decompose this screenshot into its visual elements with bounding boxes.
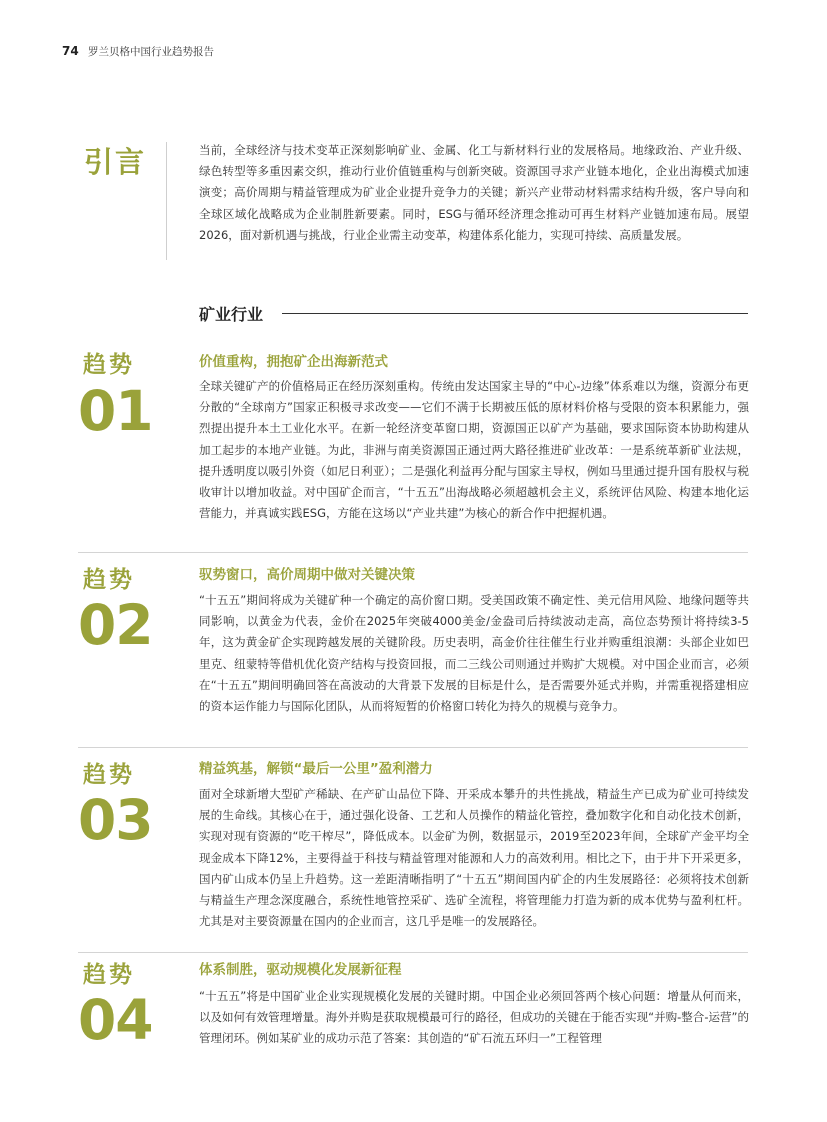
trend-text: “十五五”期间将成为关键矿种一个确定的高价窗口期。受美国政策不确定性、美元信用风险、地缘问题等共同影响，以黄金为代表，金价在2025年突破4000美金/金盎司后持续波动走高，高位态势预计将持续3-5年，这为黄金矿企实现跨越发展的关键阶段。历史表明，高金价往往催生行业并购重组浪潮：头部企业如巴里克、纽蒙特等借机优化资产结构与投资回报，而二三线公司则通过并购扩大规模。对中国企业而言，必须在“十五五”期间明确回答在高波动的大背景下发展的目标是什么，是否需要外延式并购，并需重视搭建相应的资本运作能力与国际化团队，从而将短暂的价格窗口转化为持久的规模与竞争力。: [199, 593, 749, 714]
trend-text: “十五五”将是中国矿业企业实现规模化发展的关键时期。中国企业必须回答两个核心问题：增量从何而来，以及如何有效管理增量。海外并购是获取规模最可行的路径，但成功的关键在于能否实现“并购-整合-运营”的管理闭环。例如某矿业的成功示范了答案：其创造的“矿石流五环归一”工程管理: [199, 989, 749, 1046]
trend-heading: 体系制胜，驱动规模化发展新征程: [199, 962, 402, 978]
trend-divider: [78, 552, 748, 553]
trend-number: 03: [78, 788, 153, 852]
trend-heading: 精益筑基，解锁“最后一公里”盈利潜力: [199, 761, 433, 777]
trend-divider: [78, 747, 748, 748]
trend-number: 02: [78, 593, 153, 657]
section-title: 矿业行业: [199, 305, 264, 324]
trend-label: 趋势: [83, 962, 135, 988]
trend-label: 趋势: [83, 567, 135, 593]
intro-label: 引言: [84, 145, 147, 179]
trend-heading: 驭势窗口，高价周期中做对关键决策: [199, 567, 415, 583]
report-title: 罗兰贝格中国行业趋势报告: [88, 46, 215, 58]
trend-number: 04: [78, 988, 153, 1052]
trend-number: 01: [78, 379, 153, 443]
trend-divider: [78, 952, 748, 953]
trend-label: 趋势: [83, 762, 135, 788]
section-rule: [282, 313, 748, 314]
page-number: 74: [62, 44, 79, 58]
page-header: [62, 44, 214, 59]
trend-label: 趋势: [83, 352, 135, 378]
trend-heading: 价值重构，拥抱矿企出海新范式: [199, 354, 388, 370]
intro-divider: [166, 142, 167, 260]
trend-text: 全球关键矿产的价值格局正在经历深刻重构。传统由发达国家主导的“中心-边缘”体系难以为继，资源分布更分散的“全球南方”国家正积极寻求改变——它们不满于长期被压低的原材料价格与受限的资本积累能力，强烈提出提升本土工业化水平。在新一轮经济变革窗口期，资源国正以矿产为基础，要求国际资本协助构建从加工起步的本地产业链。为此，非洲与南美资源国正通过两大路径推进矿业改革：一是系统革新矿业法规，提升透明度以吸引外资（如尼日利亚）；二是强化利益再分配与国家主导权，例如马里通过提升国有股权与税收审计以增加收益。对中国矿企而言，“十五五”出海战略必须超越机会主义，系统评估风险、构建本地化运营能力，并真诚实践ESG，方能在这场以“产业共建”为核心的新合作中把握机遇。: [199, 379, 749, 521]
intro-text: 当前，全球经济与技术变革正深刻影响矿业、金属、化工与新材料行业的发展格局。地缘政治、产业升级、绿色转型等多重因素交织，推动行业价值链重构与创新突破。资源国寻求产业链本地化，企业出海模式加速演变；高价周期与精益管理成为矿业企业提升竞争力的关键；新兴产业带动材料需求结构升级，客户导向和全球区域化战略成为企业制胜新要素。同时，ESG与循环经济理念推动可再生材料产业链加速布局。展望2026，面对新机遇与挑战，行业企业需主动变革，构建体系化能力，实现可持续、高质量发展。: [199, 143, 749, 242]
trend-text: 面对全球新增大型矿产稀缺、在产矿山品位下降、开采成本攀升的共性挑战，精益生产已成为矿业可持续发展的生命线。其核心在于，通过强化设备、工艺和人员操作的精益化管控，叠加数字化和自动化技术创新，实现对现有资源的“吃干榨尽”，降低成本。以金矿为例，数据显示，2019至2023年间，全球矿产金平均全现金成本下降12%，主要得益于科技与精益管理对能源和人力的高效利用。相比之下，由于井下开采更多，国内矿山成本仍呈上升趋势。这一差距清晰指明了“十五五”期间国内矿企的内生发展路径：必须将技术创新与精益生产理念深度融合，系统性地管控采矿、选矿全流程，将管理能力打造为新的成本优势与盈利杠杆。尤其是对主要资源量在国内的企业而言，这几乎是唯一的发展路径。: [199, 787, 749, 929]
